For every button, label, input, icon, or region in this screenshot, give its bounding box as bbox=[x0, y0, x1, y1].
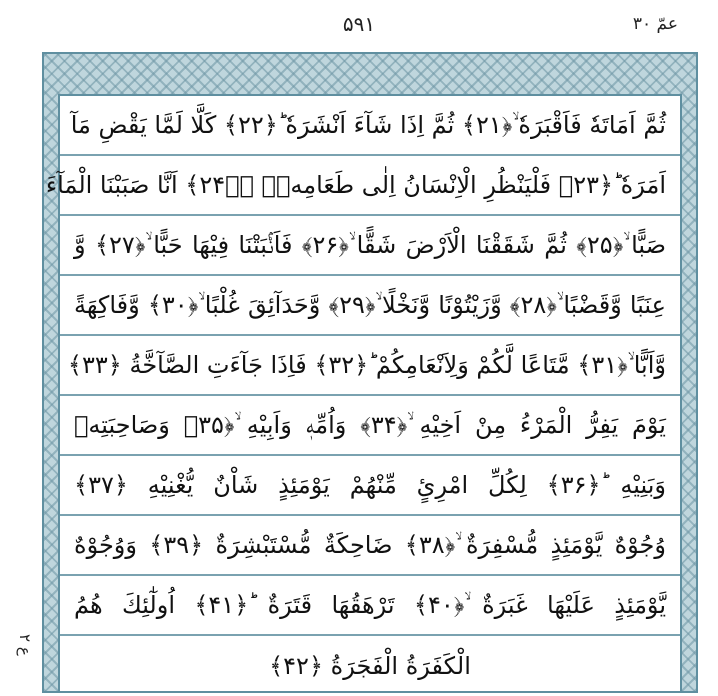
verse-line-text: وَّاَبًّا ۙ﴿۳۱﴾ مَّتَاعًا لَّكُمْ وَلِاَنْعَامِكُمْ ؕ﴿۳۲﴾ فَاِذَا جَآءَتِ الصَّآخَّةُ ﴿۳۳﴾ bbox=[67, 351, 666, 379]
ornamental-border bbox=[42, 52, 698, 693]
verse-line-text: يَّوْمَئِذٍ عَلَيْهَا غَبَرَةٌ ۙ﴿۴۰﴾ تَرْهَقُهَا قَتَرَةٌ ؕ﴿۴۱﴾ اُولٰٓئِكَ هُمُ bbox=[74, 591, 667, 619]
verse-line-text: وُجُوْهٌ يَّوْمَئِذٍ مُّسْفِرَةٌ ۙ﴿۳۸﴾ ضَاحِكَةٌ مُّسْتَبْشِرَةٌ ﴿۳۹﴾ وَوُجُوْهٌ bbox=[74, 531, 666, 559]
verse-line bbox=[60, 96, 680, 156]
verse-line-text: صَبًّا ۙ﴿۲۵﴾ ثُمَّ شَقَقْنَا الْاَرْضَ شَقًّا ۙ﴿۲۶﴾ فَاَنْۢبَتْنَا فِيْهَا حَبًّا ۙ﴿۲۷﴾ وَّ bbox=[74, 231, 666, 259]
juz-label: عمّ ۳۰ bbox=[632, 14, 678, 34]
page-number: ۵۹۱ bbox=[342, 12, 376, 36]
verse-line bbox=[60, 516, 680, 576]
verse-line-text: عِنَبًا وَّقَضْبًا ۙ﴿۲۸﴾ وَّزَيْتُوْنًا وَّنَخْلًا ۙ﴿۲۹﴾ وَّحَدَآئِقَ غُلْبًا ۙ﴿۳۰﴾ وَّفَاكِهَةً bbox=[74, 291, 666, 319]
verse-line bbox=[60, 276, 680, 336]
verse-line-text: الْكَفَرَةُ الْفَجَرَةُ ﴿۴۲﴾ bbox=[269, 652, 471, 680]
verse-line bbox=[45, 156, 680, 216]
verse-line bbox=[60, 576, 680, 636]
verse-line-text: ثُمَّ اَمَاتَهٗ فَاَقْبَرَهٗ ۙ﴿۲۱﴾ ثُمَّ اِذَا شَآءَ اَنْشَرَهٗ ؕ﴿۲۲﴾ كَلَّا لَمَّا يَقْضِ مَآ bbox=[70, 111, 666, 139]
verse-line bbox=[60, 396, 680, 456]
verse-line bbox=[60, 636, 680, 696]
verse-line bbox=[60, 456, 680, 516]
verse-line bbox=[60, 216, 680, 276]
ruku-marker: ع ۲ bbox=[16, 634, 34, 656]
text-panel bbox=[45, 94, 682, 691]
verse-line-text: يَوْمَ يَفِرُّ الْمَرْءُ مِنْ اَخِيْهِ ۙ﴿۳۴﴾ وَاُمِّهٖ وَاَبِيْهِ ۙ﴿۳۵﴾ وَصَاحِبَتِهٖ bbox=[74, 411, 666, 439]
verse-line bbox=[60, 336, 680, 396]
verse-line-text: اَمَرَهٗ ؕ﴿۲۳﴾ فَلْيَنْظُرِ الْاِنْسَانُ اِلٰى طَعَامِهٖۤ ۙ﴿۲۴﴾ اَنَّا صَبَبْنَا الْمَآءَ bbox=[45, 171, 666, 199]
verse-line-text: وَبَنِيْهِ ؕ﴿۳۶﴾ لِكُلِّ امْرِئٍ مِّنْهُمْ يَوْمَئِذٍ شَاْنٌ يُّغْنِيْهِ ﴿۳۷﴾ bbox=[74, 471, 667, 499]
